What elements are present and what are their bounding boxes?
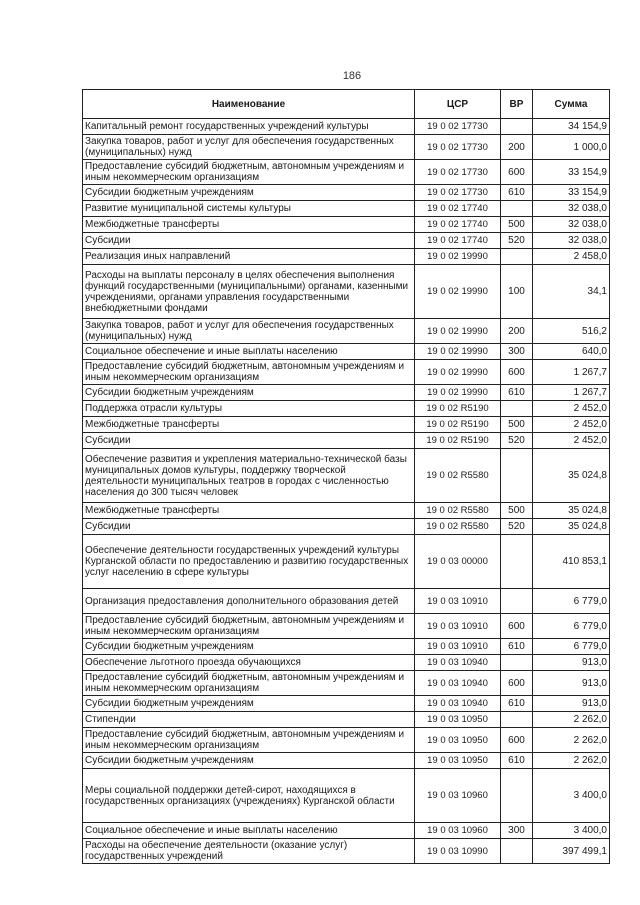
cell-name: Обеспечение льготного проезда обучающихся xyxy=(83,655,415,671)
cell-sum: 33 154,9 xyxy=(533,185,610,201)
cell-vr xyxy=(501,249,533,265)
cell-csr: 19 0 02 17740 xyxy=(415,233,501,249)
table-row xyxy=(83,839,610,864)
cell-vr: 600 xyxy=(501,614,533,639)
cell-sum: 1 267,7 xyxy=(533,360,610,385)
table-row xyxy=(83,233,610,249)
cell-csr: 19 0 03 10940 xyxy=(415,696,501,712)
cell-csr: 19 0 03 10960 xyxy=(415,769,501,823)
table-row xyxy=(83,696,610,712)
cell-csr: 19 0 02 17730 xyxy=(415,135,501,160)
cell-sum: 913,0 xyxy=(533,696,610,712)
table-row xyxy=(83,249,610,265)
cell-name: Обеспечение развития и укрепления материально-технической базы муниципальных домов культуры, поддержку творческой деятельности муниципальных театров в городах с численностью населения до 300 тысяч человек xyxy=(83,449,415,503)
cell-vr xyxy=(501,401,533,417)
cell-name: Закупка товаров, работ и услуг для обеспечения государственных (муниципальных) нужд xyxy=(83,135,415,160)
table-row xyxy=(83,433,610,449)
cell-vr: 300 xyxy=(501,823,533,839)
cell-csr: 19 0 02 R5580 xyxy=(415,503,501,519)
table-row xyxy=(83,519,610,535)
cell-csr: 19 0 02 19990 xyxy=(415,360,501,385)
table-row xyxy=(83,160,610,185)
table-header-row xyxy=(83,90,610,119)
cell-name: Межбюджетные трансферты xyxy=(83,503,415,519)
cell-name: Меры социальной поддержки детей-сирот, находящихся в государственных организациях (учреждениях) Курганской области xyxy=(83,769,415,823)
cell-sum: 1 267,7 xyxy=(533,385,610,401)
table-row xyxy=(83,417,610,433)
cell-sum: 35 024,8 xyxy=(533,519,610,535)
cell-name: Предоставление субсидий бюджетным, автономным учреждениям и иным некоммерческим организациям xyxy=(83,728,415,753)
cell-vr: 200 xyxy=(501,135,533,160)
cell-csr: 19 0 03 10910 xyxy=(415,639,501,655)
cell-sum: 32 038,0 xyxy=(533,217,610,233)
table-row xyxy=(83,217,610,233)
cell-sum: 32 038,0 xyxy=(533,201,610,217)
cell-name: Расходы на обеспечение деятельности (оказание услуг) государственных учреждений xyxy=(83,839,415,864)
cell-name: Субсидии бюджетным учреждениям xyxy=(83,753,415,769)
cell-sum: 35 024,8 xyxy=(533,503,610,519)
cell-vr: 600 xyxy=(501,160,533,185)
cell-sum: 3 400,0 xyxy=(533,769,610,823)
table-row xyxy=(83,385,610,401)
cell-vr: 500 xyxy=(501,217,533,233)
cell-name: Субсидии xyxy=(83,233,415,249)
cell-sum: 410 853,1 xyxy=(533,535,610,589)
cell-vr xyxy=(501,769,533,823)
table-row xyxy=(83,655,610,671)
cell-csr: 19 0 03 10910 xyxy=(415,589,501,614)
cell-csr: 19 0 03 10950 xyxy=(415,728,501,753)
cell-csr: 19 0 02 17730 xyxy=(415,119,501,135)
cell-name: Развитие муниципальной системы культуры xyxy=(83,201,415,217)
cell-name: Стипендии xyxy=(83,712,415,728)
table-row xyxy=(83,185,610,201)
cell-csr: 19 0 03 10910 xyxy=(415,614,501,639)
cell-csr: 19 0 02 R5580 xyxy=(415,519,501,535)
cell-csr: 19 0 03 00000 xyxy=(415,535,501,589)
cell-csr: 19 0 02 17740 xyxy=(415,217,501,233)
cell-sum: 6 779,0 xyxy=(533,589,610,614)
cell-sum: 516,2 xyxy=(533,319,610,344)
header-name: Наименование xyxy=(83,90,415,119)
cell-vr xyxy=(501,119,533,135)
cell-name: Закупка товаров, работ и услуг для обеспечения государственных (муниципальных) нужд xyxy=(83,319,415,344)
cell-sum: 913,0 xyxy=(533,655,610,671)
table-row xyxy=(83,823,610,839)
cell-name: Субсидии бюджетным учреждениям xyxy=(83,185,415,201)
cell-csr: 19 0 02 R5190 xyxy=(415,417,501,433)
cell-vr: 610 xyxy=(501,753,533,769)
cell-name: Субсидии xyxy=(83,519,415,535)
cell-vr xyxy=(501,201,533,217)
cell-vr: 500 xyxy=(501,417,533,433)
cell-csr: 19 0 03 10960 xyxy=(415,823,501,839)
cell-vr: 520 xyxy=(501,519,533,535)
cell-sum: 2 452,0 xyxy=(533,401,610,417)
cell-csr: 19 0 02 19990 xyxy=(415,344,501,360)
cell-vr xyxy=(501,589,533,614)
cell-vr: 610 xyxy=(501,385,533,401)
cell-csr: 19 0 03 10990 xyxy=(415,839,501,864)
table-row xyxy=(83,503,610,519)
cell-name: Реализация иных направлений xyxy=(83,249,415,265)
cell-vr: 200 xyxy=(501,319,533,344)
table-row xyxy=(83,728,610,753)
cell-csr: 19 0 02 17730 xyxy=(415,185,501,201)
cell-sum: 913,0 xyxy=(533,671,610,696)
cell-name: Субсидии бюджетным учреждениям xyxy=(83,696,415,712)
cell-csr: 19 0 02 19990 xyxy=(415,319,501,344)
cell-sum: 2 452,0 xyxy=(533,417,610,433)
page-number: 186 xyxy=(342,70,362,82)
cell-sum: 2 262,0 xyxy=(533,753,610,769)
table-row xyxy=(83,639,610,655)
cell-csr: 19 0 02 R5190 xyxy=(415,401,501,417)
table-row xyxy=(83,201,610,217)
cell-name: Предоставление субсидий бюджетным, автономным учреждениям и иным некоммерческим организациям xyxy=(83,671,415,696)
table-row xyxy=(83,135,610,160)
cell-csr: 19 0 02 17740 xyxy=(415,201,501,217)
cell-vr: 600 xyxy=(501,671,533,696)
cell-name: Субсидии xyxy=(83,433,415,449)
table-row xyxy=(83,589,610,614)
table-row xyxy=(83,344,610,360)
cell-sum: 35 024,8 xyxy=(533,449,610,503)
cell-csr: 19 0 02 19990 xyxy=(415,265,501,319)
cell-sum: 33 154,9 xyxy=(533,160,610,185)
cell-sum: 3 400,0 xyxy=(533,823,610,839)
cell-name: Предоставление субсидий бюджетным, автономным учреждениям и иным некоммерческим организациям xyxy=(83,614,415,639)
header-sum: Сумма xyxy=(533,90,610,119)
cell-sum: 640,0 xyxy=(533,344,610,360)
cell-csr: 19 0 02 19990 xyxy=(415,249,501,265)
cell-sum: 397 499,1 xyxy=(533,839,610,864)
cell-csr: 19 0 02 19990 xyxy=(415,385,501,401)
cell-sum: 2 458,0 xyxy=(533,249,610,265)
cell-name: Организация предоставления дополнительного образования детей xyxy=(83,589,415,614)
cell-name: Социальное обеспечение и иные выплаты населению xyxy=(83,823,415,839)
cell-csr: 19 0 03 10950 xyxy=(415,753,501,769)
table-body xyxy=(83,119,610,864)
table-row xyxy=(83,753,610,769)
cell-vr: 610 xyxy=(501,639,533,655)
cell-vr xyxy=(501,655,533,671)
cell-vr xyxy=(501,712,533,728)
cell-vr xyxy=(501,839,533,864)
cell-sum: 34 154,9 xyxy=(533,119,610,135)
table-row xyxy=(83,712,610,728)
cell-sum: 34,1 xyxy=(533,265,610,319)
budget-table xyxy=(82,89,610,864)
cell-name: Межбюджетные трансферты xyxy=(83,417,415,433)
table-row xyxy=(83,671,610,696)
table-row xyxy=(83,119,610,135)
table-row xyxy=(83,614,610,639)
cell-csr: 19 0 02 R5190 xyxy=(415,433,501,449)
cell-csr: 19 0 03 10940 xyxy=(415,671,501,696)
cell-csr: 19 0 03 10950 xyxy=(415,712,501,728)
cell-vr: 500 xyxy=(501,503,533,519)
cell-vr: 100 xyxy=(501,265,533,319)
table-row xyxy=(83,535,610,589)
cell-sum: 32 038,0 xyxy=(533,233,610,249)
cell-name: Обеспечение деятельности государственных учреждений культуры Курганской области по предоставлению и развитию государственных услуг населению в сфере культуры xyxy=(83,535,415,589)
cell-csr: 19 0 02 R5580 xyxy=(415,449,501,503)
table-row xyxy=(83,265,610,319)
cell-vr: 600 xyxy=(501,728,533,753)
cell-vr: 520 xyxy=(501,433,533,449)
table-row xyxy=(83,769,610,823)
cell-name: Расходы на выплаты персоналу в целях обеспечения выполнения функций государственными (муниципальными) органами, казенными учреждениями, органами управления государственными внебюджетными фондами xyxy=(83,265,415,319)
cell-name: Социальное обеспечение и иные выплаты населению xyxy=(83,344,415,360)
cell-name: Предоставление субсидий бюджетным, автономным учреждениям и иным некоммерческим организациям xyxy=(83,360,415,385)
cell-csr: 19 0 03 10940 xyxy=(415,655,501,671)
cell-csr: 19 0 02 17730 xyxy=(415,160,501,185)
cell-sum: 1 000,0 xyxy=(533,135,610,160)
cell-sum: 2 262,0 xyxy=(533,728,610,753)
cell-name: Субсидии бюджетным учреждениям xyxy=(83,385,415,401)
table-row xyxy=(83,360,610,385)
cell-name: Капитальный ремонт государственных учреждений культуры xyxy=(83,119,415,135)
cell-sum: 6 779,0 xyxy=(533,639,610,655)
table-row xyxy=(83,401,610,417)
table-row xyxy=(83,449,610,503)
cell-sum: 6 779,0 xyxy=(533,614,610,639)
cell-sum: 2 452,0 xyxy=(533,433,610,449)
cell-sum: 2 262,0 xyxy=(533,712,610,728)
header-csr: ЦСР xyxy=(415,90,501,119)
cell-vr: 300 xyxy=(501,344,533,360)
cell-vr: 520 xyxy=(501,233,533,249)
cell-vr: 600 xyxy=(501,360,533,385)
cell-name: Предоставление субсидий бюджетным, автономным учреждениям и иным некоммерческим организациям xyxy=(83,160,415,185)
cell-name: Субсидии бюджетным учреждениям xyxy=(83,639,415,655)
header-vr: ВР xyxy=(501,90,533,119)
cell-name: Поддержка отрасли культуры xyxy=(83,401,415,417)
cell-vr: 610 xyxy=(501,696,533,712)
cell-vr: 610 xyxy=(501,185,533,201)
cell-vr xyxy=(501,535,533,589)
table-row xyxy=(83,319,610,344)
cell-vr xyxy=(501,449,533,503)
cell-name: Межбюджетные трансферты xyxy=(83,217,415,233)
